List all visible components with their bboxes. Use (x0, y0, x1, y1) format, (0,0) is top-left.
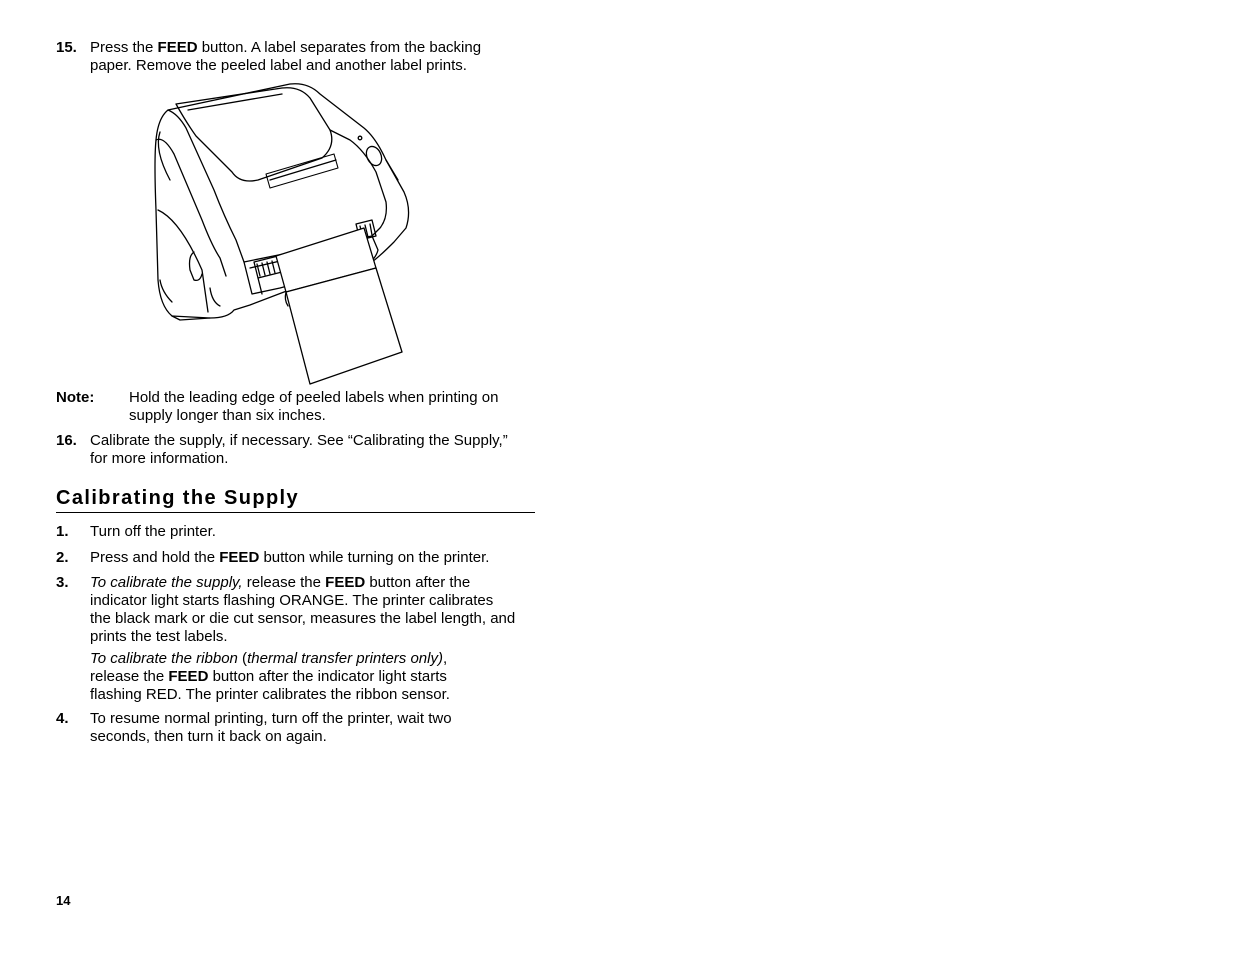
step-line: the black mark or die cut sensor, measures the label length, and (90, 610, 516, 627)
text-run: ( (237, 650, 248, 667)
note-line: supply longer than six inches. (129, 407, 326, 424)
step-line (90, 39, 536, 57)
text-run: , (442, 650, 448, 667)
step-line (90, 549, 536, 567)
step-number: 16. (56, 432, 77, 449)
step-text (90, 523, 536, 541)
text-run: Press the (90, 39, 158, 56)
step-number: 2. (56, 549, 69, 566)
step-text (90, 549, 536, 567)
step-number: 1. (56, 523, 69, 540)
feed-button-name: FEED (168, 668, 209, 685)
step-line (90, 574, 536, 592)
text-run: button while turning on the printer. (259, 549, 490, 566)
feed-button-name: FEED (219, 549, 260, 566)
text-run: Press and hold the (90, 549, 220, 566)
step-number: 3. (56, 574, 69, 591)
italic-run: To calibrate the ribbon (90, 650, 238, 667)
step-line: flashing RED. The printer calibrates the ribbon sensor. (90, 686, 450, 703)
text-run: release the (90, 668, 169, 685)
note-label: Note: (56, 389, 95, 406)
section-rule (56, 512, 535, 513)
step-line (90, 668, 536, 686)
feed-button-name: FEED (157, 39, 198, 56)
step-line: Calibrate the supply, if necessary. See “Calibrating the Supply,” (90, 432, 508, 449)
feed-button-name: FEED (325, 574, 366, 591)
step-number: 4. (56, 710, 69, 727)
note-line: Hold the leading edge of peeled labels when printing on (129, 389, 499, 406)
step-number: 15. (56, 39, 77, 56)
step-line: To resume normal printing, turn off the printer, wait two (90, 710, 452, 727)
step-line: paper. Remove the peeled label and another label prints. (90, 57, 467, 74)
page-number: 14 (56, 893, 71, 908)
step-text (90, 432, 536, 468)
italic-run: To calibrate the supply, (90, 574, 243, 591)
step-text (90, 710, 536, 746)
step-line: for more information. (90, 450, 229, 467)
step-line: indicator light starts flashing ORANGE. The printer calibrates (90, 592, 494, 609)
italic-run: thermal transfer printers only) (247, 650, 443, 667)
note-text (129, 389, 539, 425)
step-line: prints the test labels. (90, 628, 228, 645)
text-run: release the (242, 574, 326, 591)
text-run: button. A label separates from the backing (197, 39, 482, 56)
step-line: seconds, then turn it back on again. (90, 728, 327, 745)
printer-illustration (150, 80, 415, 388)
section-heading: Calibrating the Supply (56, 487, 300, 509)
text-run: button after the (365, 574, 471, 591)
step-text (90, 574, 536, 704)
step-line: Turn off the printer. (90, 523, 216, 540)
step-text (90, 39, 536, 75)
text-run: button after the indicator light starts (208, 668, 447, 685)
step-line (90, 650, 536, 668)
